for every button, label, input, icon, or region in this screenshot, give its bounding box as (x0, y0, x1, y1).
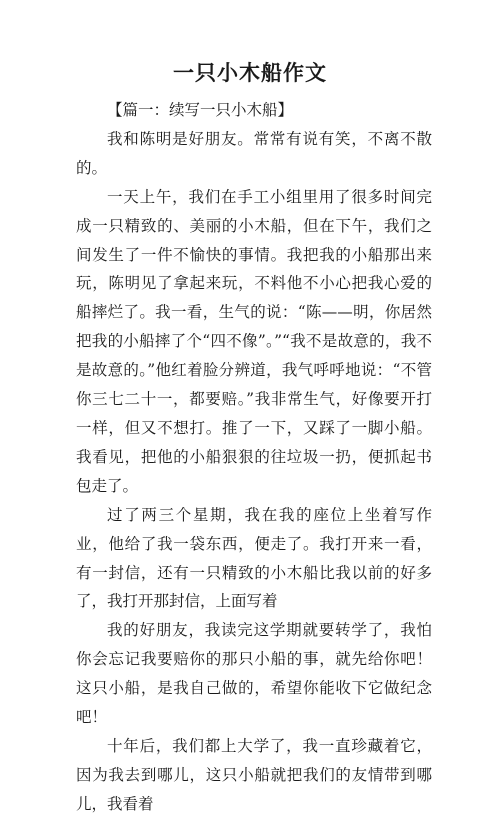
document-title: 一只小木船作文 (173, 61, 327, 85)
paragraph-3: 过了两三个星期，我在我的座位上坐着写作业，他给了我一袋东西，便走了。我打开来一看，有一封信，还有一只精致的小木船比我以前的好多了，我打开那封信，上面写着 (76, 505, 432, 611)
section-heading: 【篇一：续写一只小木船】 (107, 101, 294, 119)
paragraph-1: 我和陈明是好朋友。常常有说有笑，不离不散的。 (76, 129, 432, 177)
paragraph-2: 一天上午，我们在手工小组里用了很多时间完成一只精致的、美丽的小木船，但在下午，我们之间发生了一件不愉快的事情。我把我的小船那出来玩，陈明见了拿起来玩，不料他不小心把我心爱的船摔烂了。我一看，生气的说：“陈——明，你居然把我的小船摔了个“四不像”。”“我不是故意的，我不是故意的。”他红着脸分辨道，我气呼呼地说：“不管你三七二十一，都要赔。”我非常生气，好像要开打一样，但又不想打。推了一下，又踩了一脚小船。我看见，把他的小船狠狠的往垃圾一扔，便抓起书包走了。 (76, 187, 432, 495)
paragraph-5: 十年后，我们都上大学了，我一直珍藏着它，因为我去到哪儿，这只小船就把我们的友情带到哪儿，我看着 (76, 736, 432, 813)
paragraph-4: 我的好朋友，我读完这学期就要转学了，我怕你会忘记我要赔你的那只小船的事，就先给你吧！这只小船，是我自己做的，希望你能收下它做纪念吧！ (76, 621, 432, 727)
document-body (76, 96, 432, 819)
